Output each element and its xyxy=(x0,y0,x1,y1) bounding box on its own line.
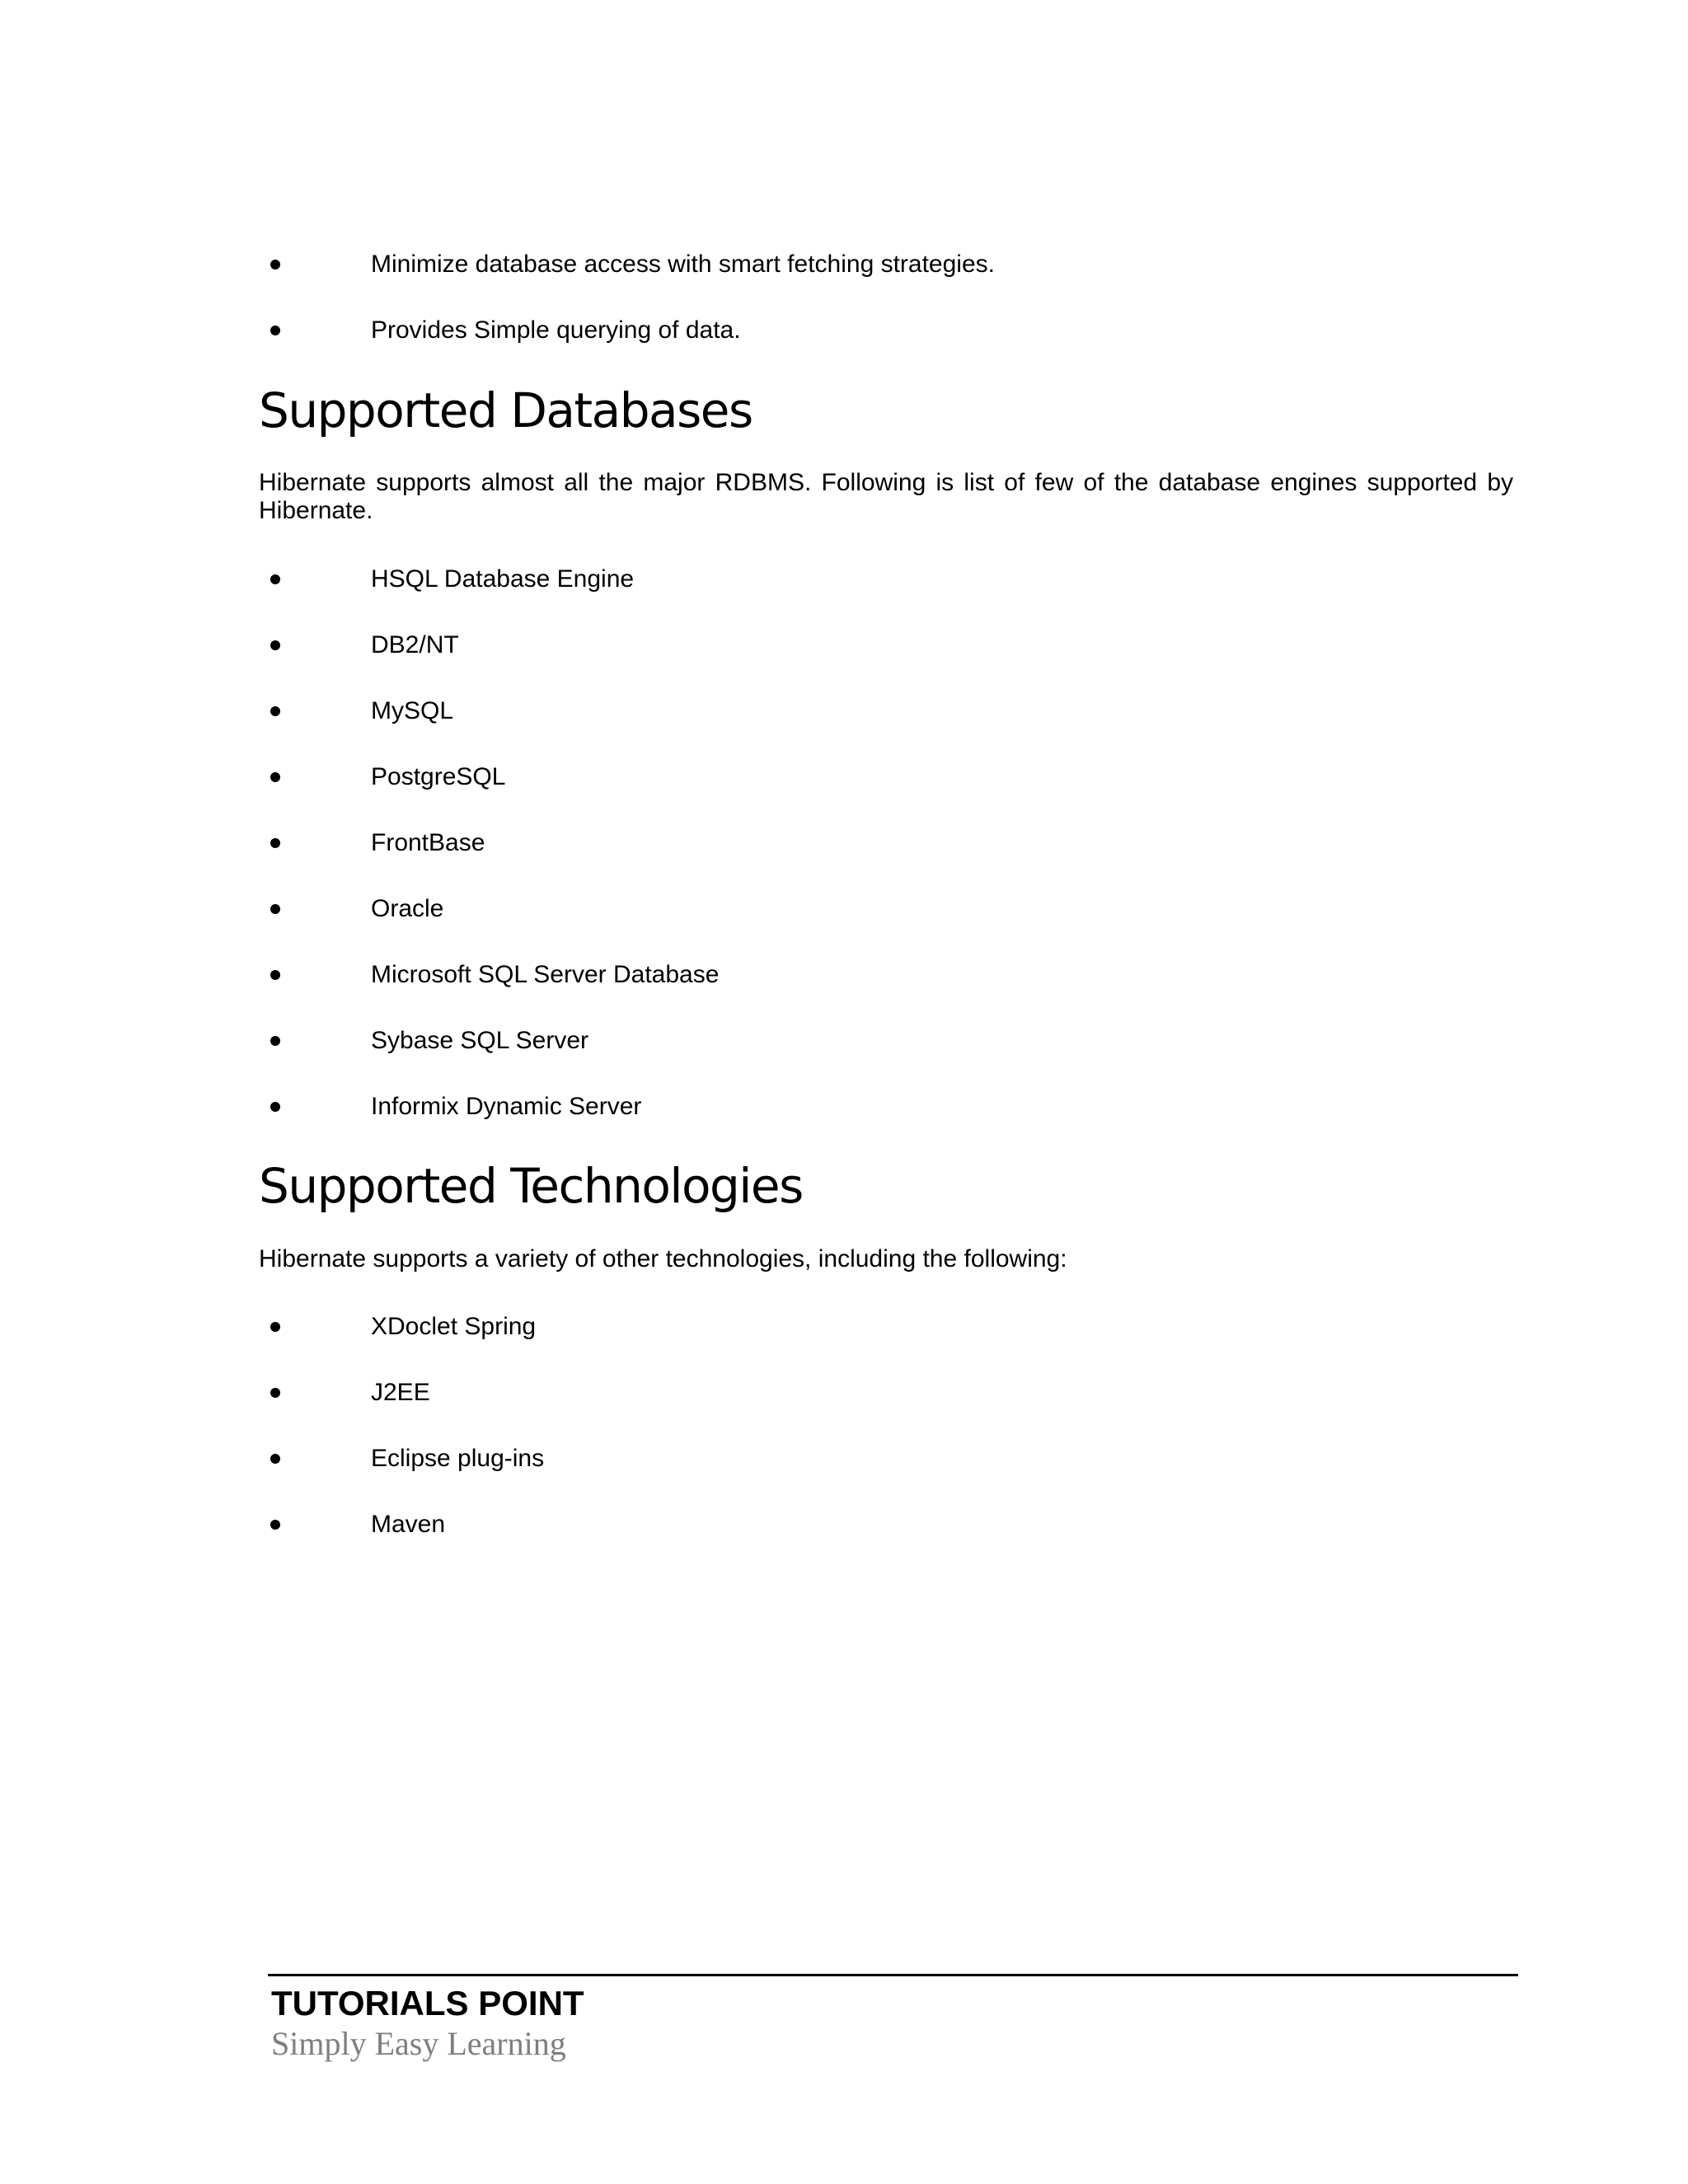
list-item-label: Minimize database access with smart fetching strategies. xyxy=(371,251,995,278)
bullet-icon xyxy=(270,1454,280,1464)
footer-divider xyxy=(268,1974,1518,1976)
list-item-label: MySQL xyxy=(371,697,454,724)
bullet-icon xyxy=(270,1388,280,1398)
list-item-label: FrontBase xyxy=(371,829,485,856)
list-item-label: Microsoft SQL Server Database xyxy=(371,961,720,988)
list-item-label: DB2/NT xyxy=(371,631,459,658)
bullet-icon xyxy=(270,838,280,848)
technologies-intro: Hibernate supports a variety of other technologies, including the following: xyxy=(259,1245,1067,1272)
bullet-icon xyxy=(270,904,280,914)
list-item-label: J2EE xyxy=(371,1379,430,1406)
list-item-label: XDoclet Spring xyxy=(371,1313,537,1340)
list-item-label: Eclipse plug-ins xyxy=(371,1445,545,1472)
list-item-label: Provides Simple querying of data. xyxy=(371,316,741,344)
list-item-label: PostgreSQL xyxy=(371,763,506,790)
list-item-label: Sybase SQL Server xyxy=(371,1027,589,1054)
bullet-icon xyxy=(270,1322,280,1332)
list-item-label: Informix Dynamic Server xyxy=(371,1093,642,1120)
bullet-icon xyxy=(270,1036,280,1046)
list-item-label: Oracle xyxy=(371,895,444,922)
databases-intro: Hibernate supports almost all the major RDBMS. Following is list of few of the database engines supported by Hibernate. xyxy=(259,469,1513,524)
bullet-icon xyxy=(270,1520,280,1530)
bullet-icon xyxy=(270,970,280,980)
list-item-label: Maven xyxy=(371,1511,446,1538)
bullet-icon xyxy=(270,326,280,335)
footer-tagline: Simply Easy Learning xyxy=(271,2025,566,2062)
bullet-icon xyxy=(270,706,280,716)
list-item-label: HSQL Database Engine xyxy=(371,565,635,593)
bullet-icon xyxy=(270,640,280,650)
databases-heading: Supported Databases xyxy=(259,382,753,438)
bullet-icon xyxy=(270,574,280,584)
bullet-icon xyxy=(270,772,280,782)
bullet-icon xyxy=(270,1102,280,1112)
footer-brand: TUTORIALS POINT xyxy=(271,1984,584,2022)
bullet-icon xyxy=(270,260,280,269)
technologies-heading: Supported Technologies xyxy=(259,1158,803,1214)
